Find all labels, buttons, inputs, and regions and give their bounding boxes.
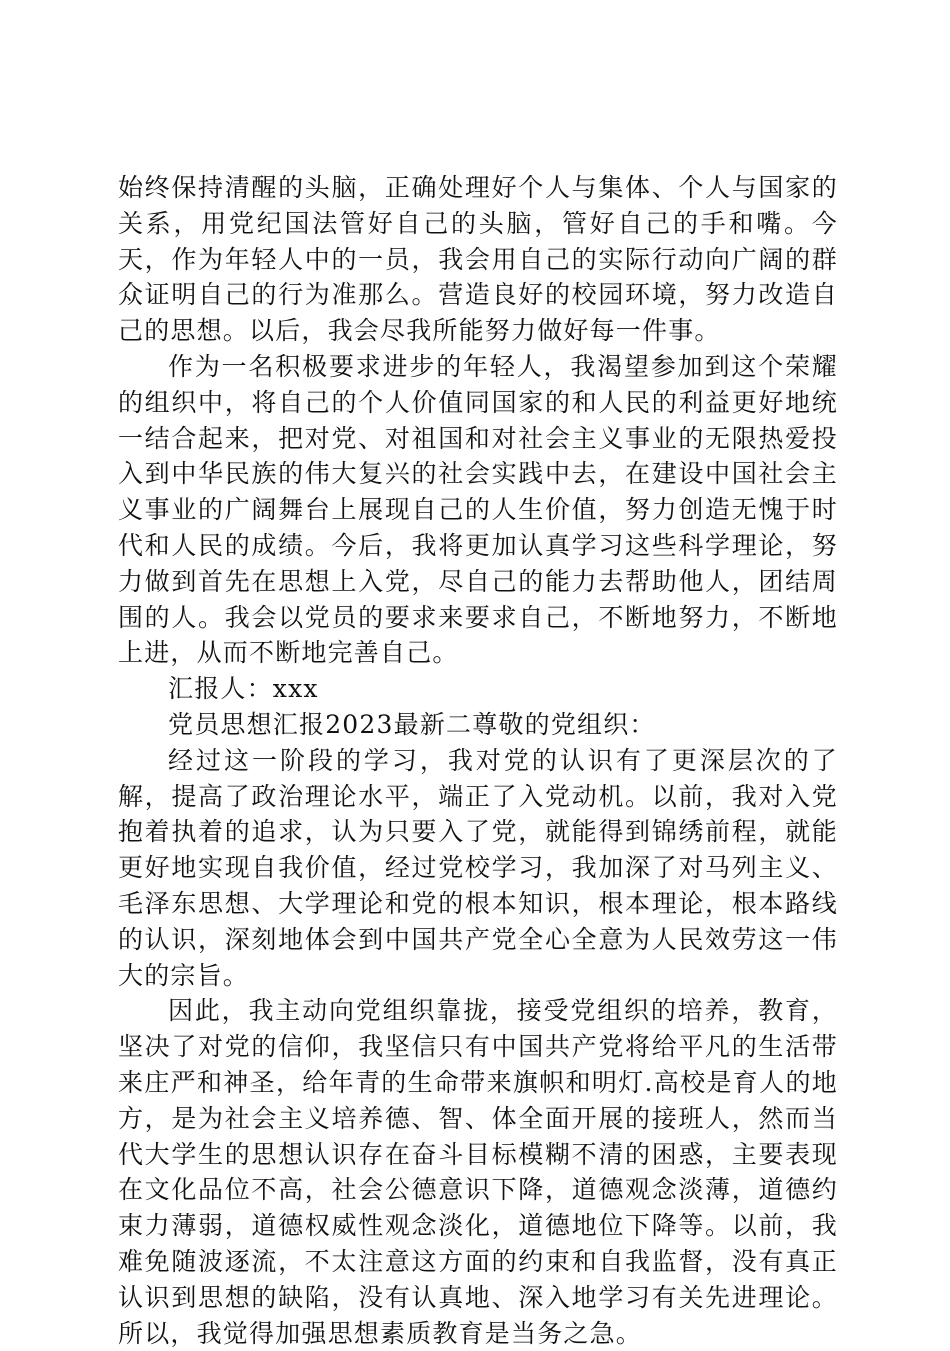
paragraph-aspiration: 作为一名积极要求进步的年轻人，我渴望参加到这个荣耀的组织中，将自己的个人价值同国家的和人民的利益更好地统一结合起来，把对党、对祖国和对社会主义事业的无限热爱投入到中华民族的伟大复兴的社会实践中去，在建设中国社会主义事业的广阔舞台上展现自己的人生价值，努力创造无愧于时代和人民的成绩。今后，我将更加认真学习这些科学理论，努力做到首先在思想上入党，尽自己的能力去帮助他人，团结周围的人。我会以党员的要求来要求自己，不断地努力，不断地上进，从而不断地完善自己。 xyxy=(118,351,838,668)
paragraph-conclusion: 因此，我主动向党组织靠拢，接受党组织的培养，教育，坚决了对党的信仰，我坚信只有中国共产党将给平凡的生活带来庄严和神圣，给年青的生命带来旗帜和明灯.高校是育人的地方，是为社会主义培养德、智、体全面开展的接班人，然而当代大学生的思想认识存在奋斗目标模糊不清的困惑，主要表现在文化品位不高，社会公德意识下降，道德观念淡薄，道德约束力薄弱，道德权威性观念淡化，道德地位下降等。以前，我难免随波逐流，不太注意这方面的约束和自我监督，没有真正认识到思想的缺陷，没有认真地、深入地学习有关先进理论。所以，我觉得加强思想素质教育是当务之急。 xyxy=(118,996,838,1348)
document-body xyxy=(118,170,838,1351)
paragraph-continuation: 始终保持清醒的头脑，正确处理好个人与集体、个人与国家的关系，用党纪国法管好自己的头脑，管好自己的手和嘴。今天，作为年轻人中的一员，我会用自己的实际行动向广阔的群众证明自己的行为准那么。营造良好的校园环境，努力改造自己的思想。以后，我会尽我所能努力做好每一件事。 xyxy=(118,173,838,346)
report-heading: 党员思想汇报2023最新二尊敬的党组织： xyxy=(168,709,656,739)
paragraph-study: 经过这一阶段的学习，我对党的认识有了更深层次的了解，提高了政治理论水平，端正了入党动机。以前，我对入党抱着执着的追求，认为只要入了党，就能得到锦绣前程，就能更好地实现自我价值，经过党校学习，我加深了对马列主义、毛泽东思想、大学理论和党的根本知识，根本理论，根本路线的认识，深刻地体会到中国共产党全心全意为人民效劳这一伟大的宗旨。 xyxy=(118,745,838,990)
signature-line: 汇报人：xxx xyxy=(168,674,319,704)
